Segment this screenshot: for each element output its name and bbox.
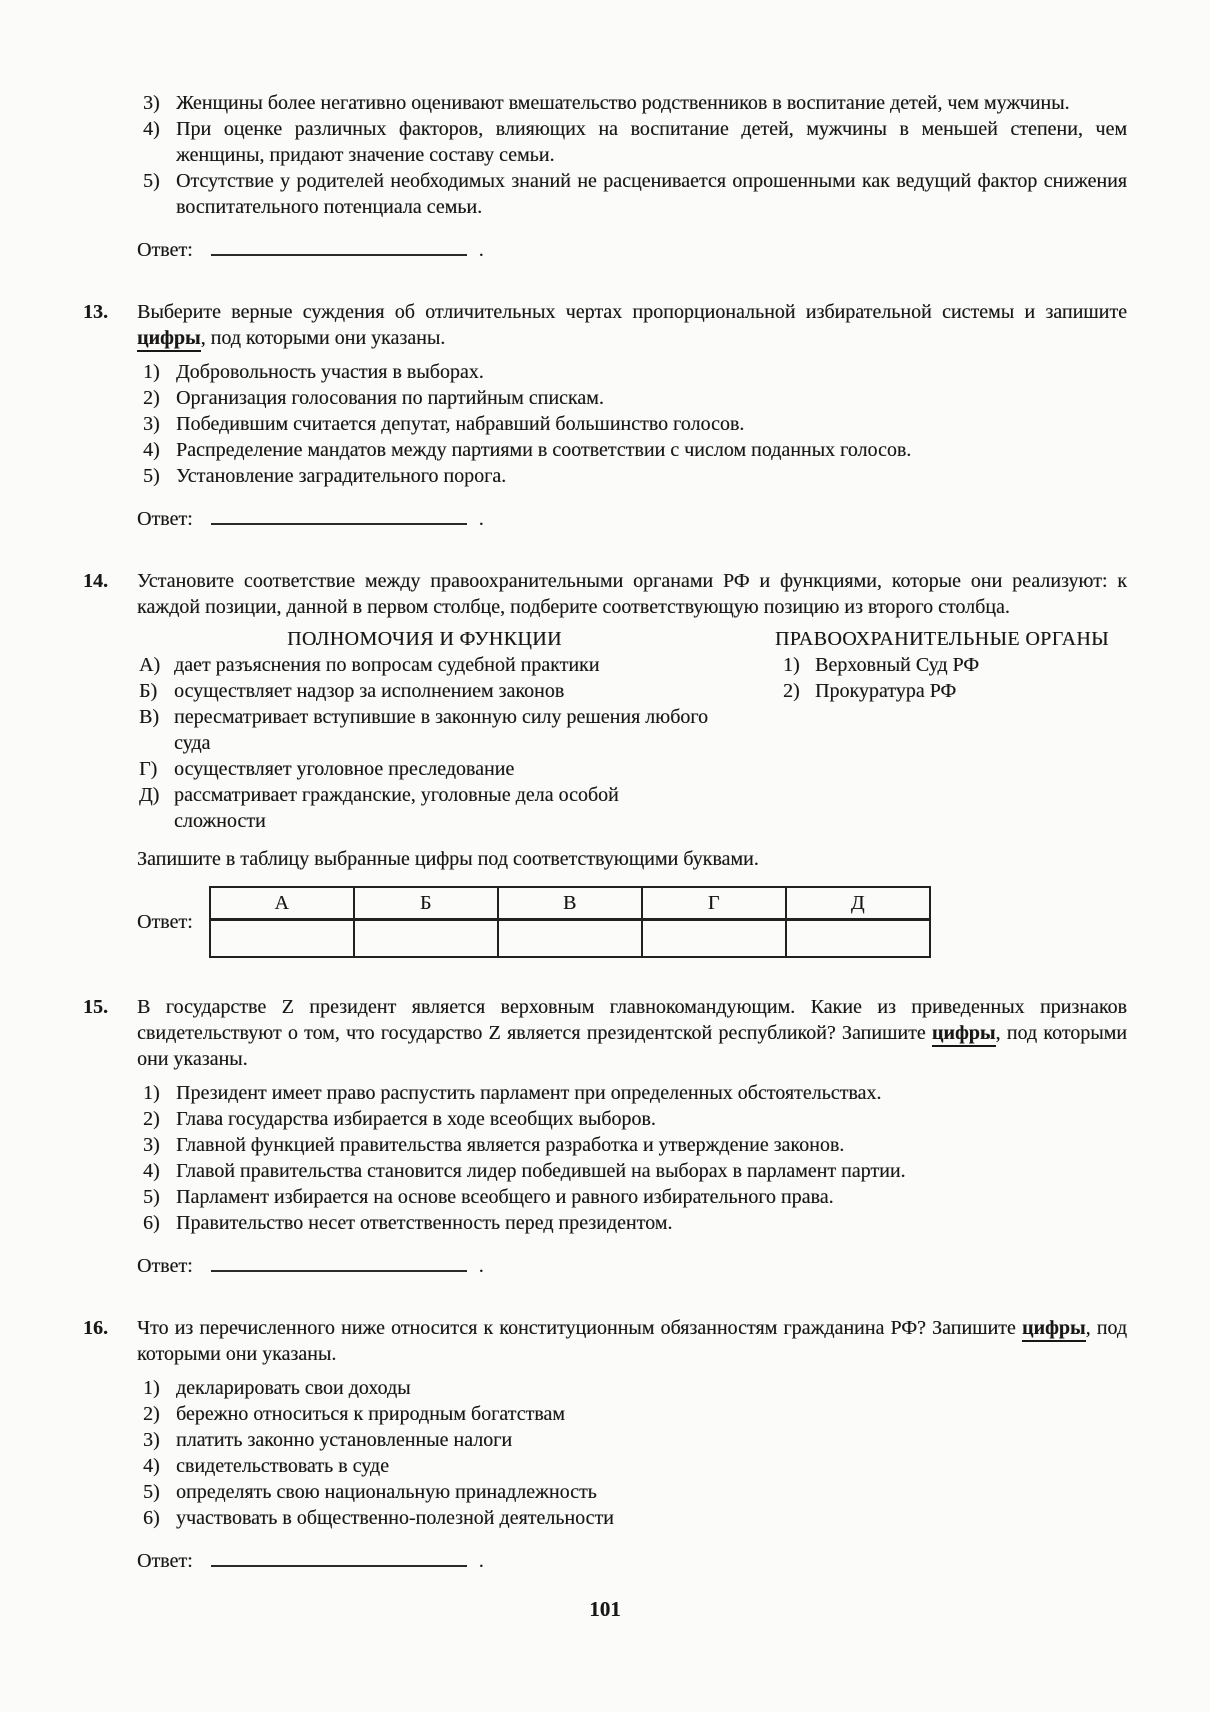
option-item xyxy=(137,1427,1127,1453)
question-number: 13. xyxy=(83,301,108,323)
option-number: 3) xyxy=(143,1134,160,1156)
match-item xyxy=(757,678,1127,704)
option-number: 1) xyxy=(143,1082,160,1104)
intro-text: , под которыми они указаны. xyxy=(200,327,446,349)
option-item xyxy=(137,1106,1127,1132)
option-number: 6) xyxy=(143,1212,160,1234)
option-text: участвовать в общественно-полезной деятельности xyxy=(176,1507,614,1529)
answer-table-cell xyxy=(642,920,786,958)
match-item-letter: Д) xyxy=(139,784,160,806)
option-item xyxy=(137,1080,1127,1106)
option-text: бережно относиться к природным богатствам xyxy=(176,1403,565,1425)
question-intro xyxy=(137,1315,1127,1367)
option-item xyxy=(137,411,1127,437)
option-item xyxy=(137,1453,1127,1479)
question-intro xyxy=(137,994,1127,1072)
options-list xyxy=(137,90,1127,220)
answer-blank xyxy=(211,236,467,256)
match-item-text: дает разъяснения по вопросам судебной практики xyxy=(174,654,600,676)
table-note: Запишите в таблицу выбранные цифры под соответствующими буквами. xyxy=(137,848,759,870)
options-list xyxy=(137,359,1127,489)
right-column-header: ПРАВООХРАНИТЕЛЬНЫЕ ОРГАНЫ xyxy=(774,628,1110,650)
match-item-text: Верховный Суд РФ xyxy=(815,654,980,676)
answer-row xyxy=(137,505,1127,532)
question-number: 15. xyxy=(83,996,108,1018)
option-item xyxy=(137,359,1127,385)
option-number: 3) xyxy=(143,1429,160,1451)
question-number: 16. xyxy=(83,1317,108,1339)
option-text: Добровольность участия в выборах. xyxy=(176,361,484,383)
answer-table-header-cell: Д xyxy=(786,887,930,920)
option-item xyxy=(137,1132,1127,1158)
answer-blank xyxy=(211,1252,467,1272)
option-text: Главой правительства становится лидер победившей на выборах в парламент партии. xyxy=(176,1160,906,1182)
matching-block xyxy=(137,626,1127,834)
question-16 xyxy=(83,1315,1127,1574)
answer-blank xyxy=(211,505,467,525)
option-item xyxy=(137,437,1127,463)
answer-table-value-row xyxy=(210,920,930,958)
option-number: 6) xyxy=(143,1507,160,1529)
answer-table-cell xyxy=(498,920,642,958)
option-text: Парламент избирается на основе всеобщего и равного избирательного права. xyxy=(176,1186,834,1208)
match-item-number: 2) xyxy=(783,680,800,702)
option-number: 5) xyxy=(143,1186,160,1208)
option-number: 4) xyxy=(143,439,160,461)
option-number: 4) xyxy=(143,118,160,140)
option-number: 1) xyxy=(143,1377,160,1399)
answer-table-header-cell: В xyxy=(498,887,642,920)
answer-label: Ответ: xyxy=(137,911,193,933)
intro-keyword-underlined: цифры xyxy=(137,327,201,352)
option-item xyxy=(137,1479,1127,1505)
answer-table-header-cell: Г xyxy=(642,887,786,920)
option-text: Глава государства избирается в ходе всеобщих выборов. xyxy=(176,1108,656,1130)
intro-text: , под которыми они указаны. xyxy=(137,1022,1127,1070)
answer-table-header-row xyxy=(210,887,930,920)
option-item xyxy=(137,168,1127,220)
option-number: 2) xyxy=(143,1403,160,1425)
answer-table-header-cell: А xyxy=(210,887,354,920)
match-item-letter: Б) xyxy=(139,680,158,702)
match-item-text: осуществляет уголовное преследование xyxy=(174,758,515,780)
answer-table-row xyxy=(137,886,1127,958)
option-number: 2) xyxy=(143,387,160,409)
option-text: платить законно установленные налоги xyxy=(176,1429,513,1451)
intro-keyword-underlined: цифры xyxy=(932,1022,996,1047)
matching-right-column xyxy=(757,626,1127,834)
question-13 xyxy=(83,299,1127,532)
answer-table-header-cell: Б xyxy=(354,887,498,920)
option-number: 2) xyxy=(143,1108,160,1130)
footer-page-number: 101 xyxy=(589,1597,621,1621)
option-text: Установление заградительного порога. xyxy=(176,465,507,487)
option-text: Организация голосования по партийным спискам. xyxy=(176,387,604,409)
match-item xyxy=(137,756,712,782)
answer-row xyxy=(137,1252,1127,1279)
match-item-number: 1) xyxy=(783,654,800,676)
intro-text: Что из перечисленного ниже относится к конституционным обязанностям гражданина РФ? Запишите xyxy=(137,1317,1022,1339)
option-number: 3) xyxy=(143,92,160,114)
option-item xyxy=(137,385,1127,411)
option-item xyxy=(137,1401,1127,1427)
intro-text: Выберите верные суждения об отличительных чертах пропорциональной избирательной системы и запишите xyxy=(137,301,1127,323)
option-number: 3) xyxy=(143,413,160,435)
option-text: Победившим считается депутат, набравший большинство голосов. xyxy=(176,413,745,435)
options-list xyxy=(137,1080,1127,1236)
option-number: 5) xyxy=(143,170,160,192)
answer-period: . xyxy=(478,1550,484,1572)
option-item xyxy=(137,1210,1127,1236)
answer-table-cell xyxy=(786,920,930,958)
answer-period: . xyxy=(478,508,484,530)
option-text: определять свою национальную принадлежность xyxy=(176,1481,597,1503)
answer-label: Ответ: xyxy=(137,239,193,261)
option-text: Президент имеет право распустить парламент при определенных обстоятельствах. xyxy=(176,1082,882,1104)
match-item-letter: В) xyxy=(139,706,159,728)
question-15 xyxy=(83,994,1127,1279)
option-text: Женщины более негативно оценивают вмешательство родственников в воспитание детей, чем мужчины. xyxy=(176,92,1070,114)
match-item xyxy=(137,782,712,834)
option-item xyxy=(137,1375,1127,1401)
answer-table-cell xyxy=(210,920,354,958)
question-intro xyxy=(137,299,1127,351)
question-12-continued xyxy=(83,90,1127,263)
matching-left-column xyxy=(137,626,712,834)
match-item-text: Прокуратура РФ xyxy=(815,680,957,702)
option-item xyxy=(137,1158,1127,1184)
answer-label: Ответ: xyxy=(137,508,193,530)
question-intro: Установите соответствие между правоохранительными органами РФ и функциями, которые они реализуют: к каждой позиции, данной в первом столбце, подберите соответствующую позицию из второго столбца. xyxy=(137,570,1127,618)
answer-period: . xyxy=(478,239,484,261)
option-item xyxy=(137,1184,1127,1210)
match-item-letter: Г) xyxy=(139,758,158,780)
options-list xyxy=(137,1375,1127,1531)
question-number: 14. xyxy=(83,570,108,592)
option-text: Отсутствие у родителей необходимых знаний не расценивается опрошенными как ведущий фактор снижения воспитательного потенциала семьи. xyxy=(176,170,1127,218)
option-text: Правительство несет ответственность перед президентом. xyxy=(176,1212,673,1234)
answer-label: Ответ: xyxy=(137,1255,193,1277)
option-item xyxy=(137,1505,1127,1531)
option-text: При оценке различных факторов, влияющих на воспитание детей, мужчины в меньшей степени, чем женщины, придают значение составу семьи. xyxy=(176,118,1127,166)
option-number: 5) xyxy=(143,1481,160,1503)
match-item xyxy=(137,652,712,678)
match-item-text: пересматривает вступившие в законную силу решения любого суда xyxy=(174,706,708,754)
option-item xyxy=(137,90,1127,116)
answer-row xyxy=(137,1547,1127,1574)
answer-label: Ответ: xyxy=(137,1550,193,1572)
match-item-letter: А) xyxy=(139,654,161,676)
answer-row xyxy=(137,236,1127,263)
answer-blank xyxy=(211,1547,467,1567)
match-item-text: рассматривает гражданские, уголовные дела особой сложности xyxy=(174,784,619,832)
answer-table-cell xyxy=(354,920,498,958)
match-item xyxy=(137,704,712,756)
option-item xyxy=(137,463,1127,489)
match-item xyxy=(757,652,1127,678)
option-text: декларировать свои доходы xyxy=(176,1377,411,1399)
option-number: 5) xyxy=(143,465,160,487)
match-item xyxy=(137,678,712,704)
answer-table xyxy=(209,886,931,958)
intro-keyword-underlined: цифры xyxy=(1022,1317,1086,1342)
answer-period: . xyxy=(478,1255,484,1277)
question-14 xyxy=(83,568,1127,958)
option-number: 1) xyxy=(143,361,160,383)
option-number: 4) xyxy=(143,1160,160,1182)
option-text: свидетельствовать в суде xyxy=(176,1455,389,1477)
option-text: Главной функцией правительства является разработка и утверждение законов. xyxy=(176,1134,845,1156)
option-item xyxy=(137,116,1127,168)
left-column-header: ПОЛНОМОЧИЯ И ФУНКЦИИ xyxy=(287,628,562,650)
intro-text: В государстве Z президент является верховным главнокомандующим. Какие из приведенных признаков свидетельствуют о том, что государство Z является президентской республикой? Запишите xyxy=(137,996,1127,1044)
intro-text: , под которыми они указаны. xyxy=(137,1317,1127,1365)
match-item-text: осуществляет надзор за исполнением законов xyxy=(174,680,565,702)
option-number: 4) xyxy=(143,1455,160,1477)
option-text: Распределение мандатов между партиями в соответствии с числом поданных голосов. xyxy=(176,439,912,461)
